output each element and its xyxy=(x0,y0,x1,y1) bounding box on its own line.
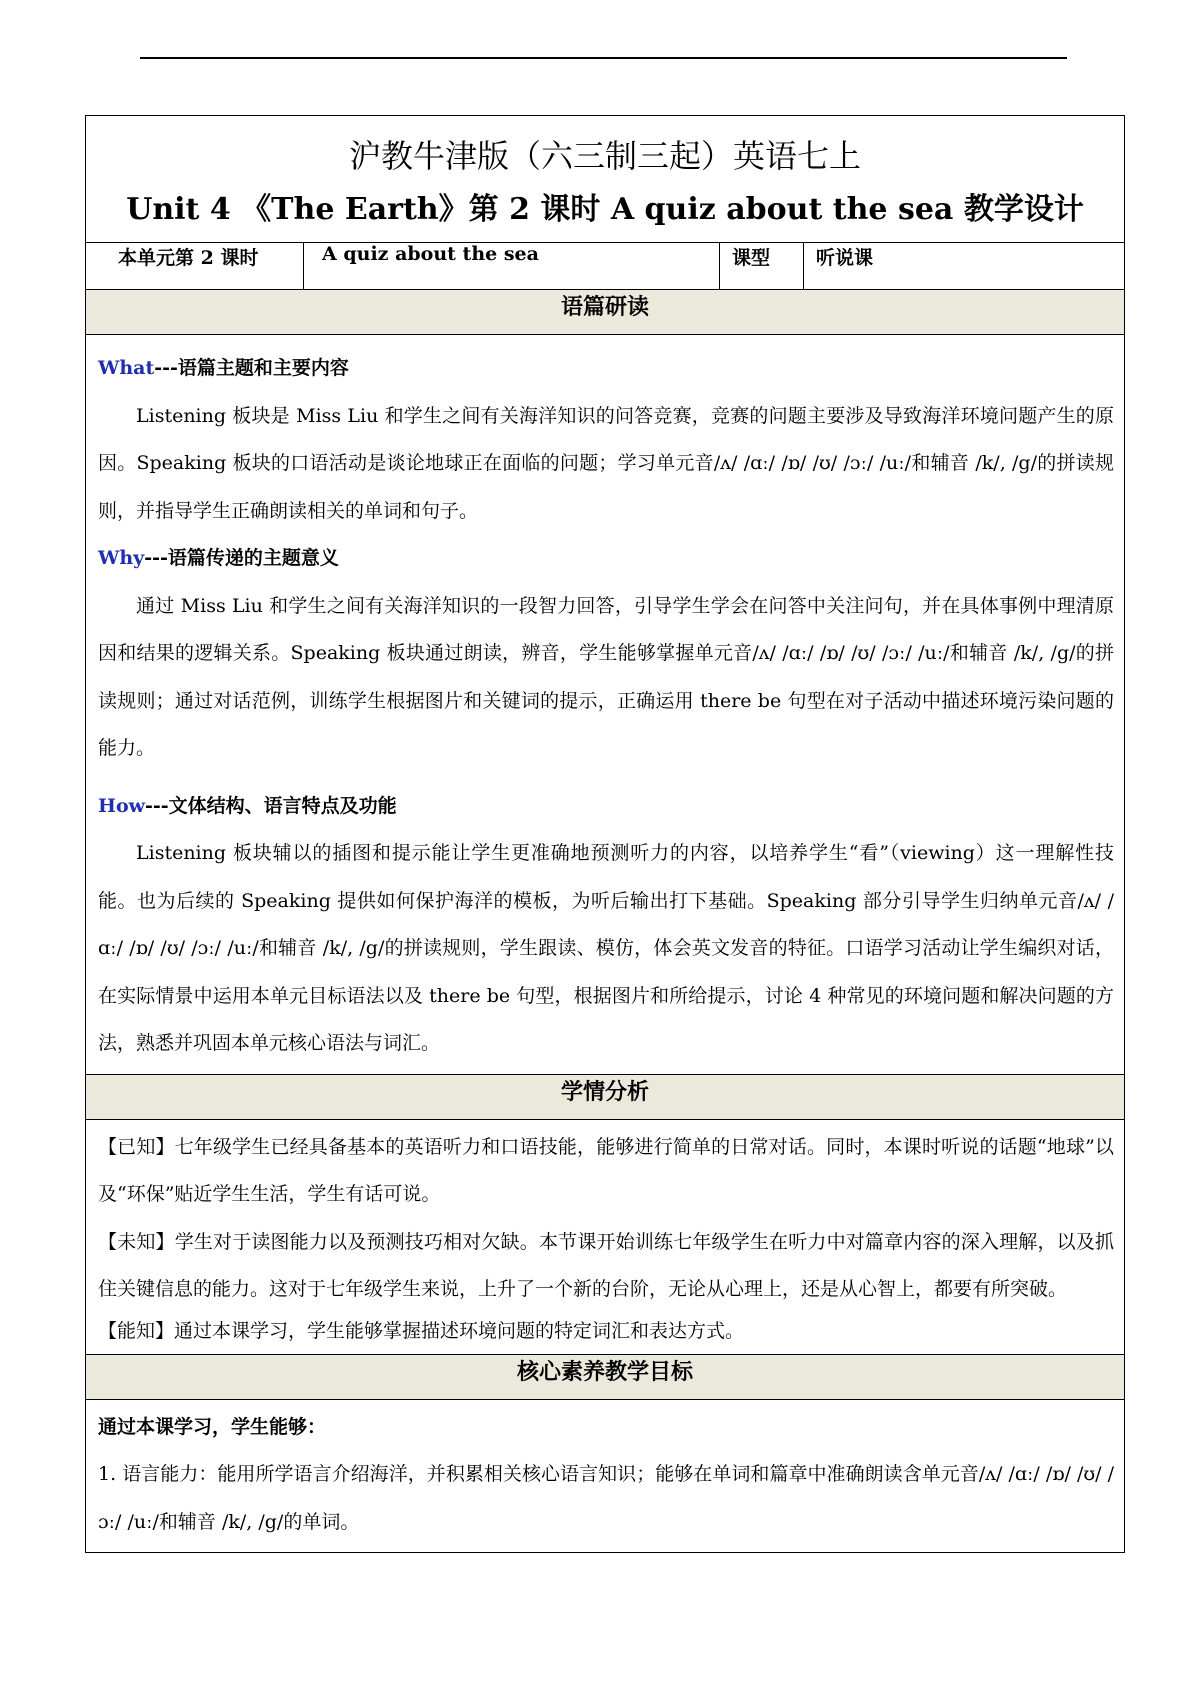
info-row xyxy=(86,243,1125,290)
how-keyword: How xyxy=(98,794,145,817)
text-study-content xyxy=(86,335,1125,1075)
section-header-text-study xyxy=(86,290,1125,335)
lesson-label: 本单元第 2 课时 xyxy=(86,243,304,290)
section-header-learner-analysis xyxy=(86,1074,1125,1119)
objectives-intro: 通过本课学习，学生能够： xyxy=(98,1415,327,1438)
what-heading-rest: ---语篇主题和主要内容 xyxy=(154,357,349,379)
lesson-plan-table xyxy=(85,115,1125,1553)
how-heading-rest: ---文体结构、语言特点及功能 xyxy=(144,794,397,817)
title-cell xyxy=(86,116,1125,243)
objectives-content xyxy=(86,1399,1125,1553)
what-keyword: What xyxy=(98,357,155,379)
why-heading-rest: ---语篇传递的主题意义 xyxy=(144,547,339,569)
document-subtitle: Unit 4 《The Earth》第 2 课时 A quiz about the sea 教学设计 xyxy=(126,192,1084,227)
section-title: 核心素养教学目标 xyxy=(86,1354,1125,1399)
what-paragraph: Listening 板块是 Miss Liu 和学生之间有关海洋知识的问答竞赛，竞赛的问题主要涉及导致海洋环境问题产生的原因。Speaking 板块的口语活动是谈论地球正在面临的问题；学习单元音/ʌ/ /ɑː/ /ɒ/ /ʊ/ /ɔː/ /uː/和辅音 /k/, /g/的拼读规则，并指导学生正确朗读相关的单词和句子。 xyxy=(98,404,1115,522)
lesson-title: A quiz about the sea xyxy=(304,243,720,290)
type-value: 听说课 xyxy=(804,243,1125,290)
section-header-objectives xyxy=(86,1354,1125,1399)
learner-analysis-content xyxy=(86,1119,1125,1354)
what-heading xyxy=(98,345,1114,393)
able-paragraph: 【能知】通过本课学习，学生能够掌握描述环境问题的特定词汇和表达方式。 xyxy=(98,1319,745,1342)
how-heading xyxy=(98,783,1114,831)
known-paragraph: 【已知】七年级学生已经具备基本的英语听力和口语技能，能够进行简单的日常对话。同时，本课时听说的话题“地球”以及“环保”贴近学生生活，学生有话可说。 xyxy=(98,1135,1115,1205)
why-keyword: Why xyxy=(98,547,145,569)
document-title: 沪教牛津版（六三制三起）英语七上 xyxy=(349,137,862,175)
section-title: 学情分析 xyxy=(86,1074,1125,1119)
why-heading xyxy=(98,535,1114,583)
why-paragraph: 通过 Miss Liu 和学生之间有关海洋知识的一段智力回答，引导学生学会在问答中关注问句，并在具体事例中理清原因和结果的逻辑关系。Speaking 板块通过朗读，辨音，学生能够掌握单元音/ʌ/ /ɑː/ /ɒ/ /ʊ/ /ɔː/ /uː/和辅音 /k/, /g/的拼读规则；通过对话范例，训练学生根据图片和关键词的提示，正确运用 there be 句型在对子活动中描述环境污染问题的能力。 xyxy=(98,594,1115,759)
header-rule xyxy=(140,57,1067,59)
unknown-paragraph: 【未知】学生对于读图能力以及预测技巧相对欠缺。本节课开始训练七年级学生在听力中对篇章内容的深入理解，以及抓住关键信息的能力。这对于七年级学生来说，上升了一个新的台阶，无论从心理上，还是从心智上，都要有所突破。 xyxy=(98,1230,1115,1300)
type-label: 课型 xyxy=(720,243,804,290)
how-paragraph: Listening 板块辅以的插图和提示能让学生更准确地预测听力的内容，以培养学生“看”（viewing）这一理解性技能。也为后续的 Speaking 提供如何保护海洋的模板，为听后输出打下基础。Speaking 部分引导学生归纳单元音/ʌ/ /ɑː/ /ɒ/ /ʊ/ /ɔː/ /uː/和辅音 /k/, /g/的拼读规则，学生跟读、模仿，体会英文发音的特征。口语学习活动让学生编织对话，在实际情景中运用本单元目标语法以及 there be 句型，根据图片和所给提示，讨论 4 种常见的环境问题和解决问题的方法，熟悉并巩固本单元核心语法与词汇。 xyxy=(98,842,1115,1054)
section-title: 语篇研读 xyxy=(86,290,1125,335)
objective-item-1: 1. 语言能力：能用所学语言介绍海洋，并积累相关核心语言知识；能够在单词和篇章中准确朗读含单元音/ʌ/ /ɑː/ /ɒ/ /ʊ/ /ɔː/ /uː/和辅音 /k/, /g/的单词。 xyxy=(98,1463,1115,1533)
